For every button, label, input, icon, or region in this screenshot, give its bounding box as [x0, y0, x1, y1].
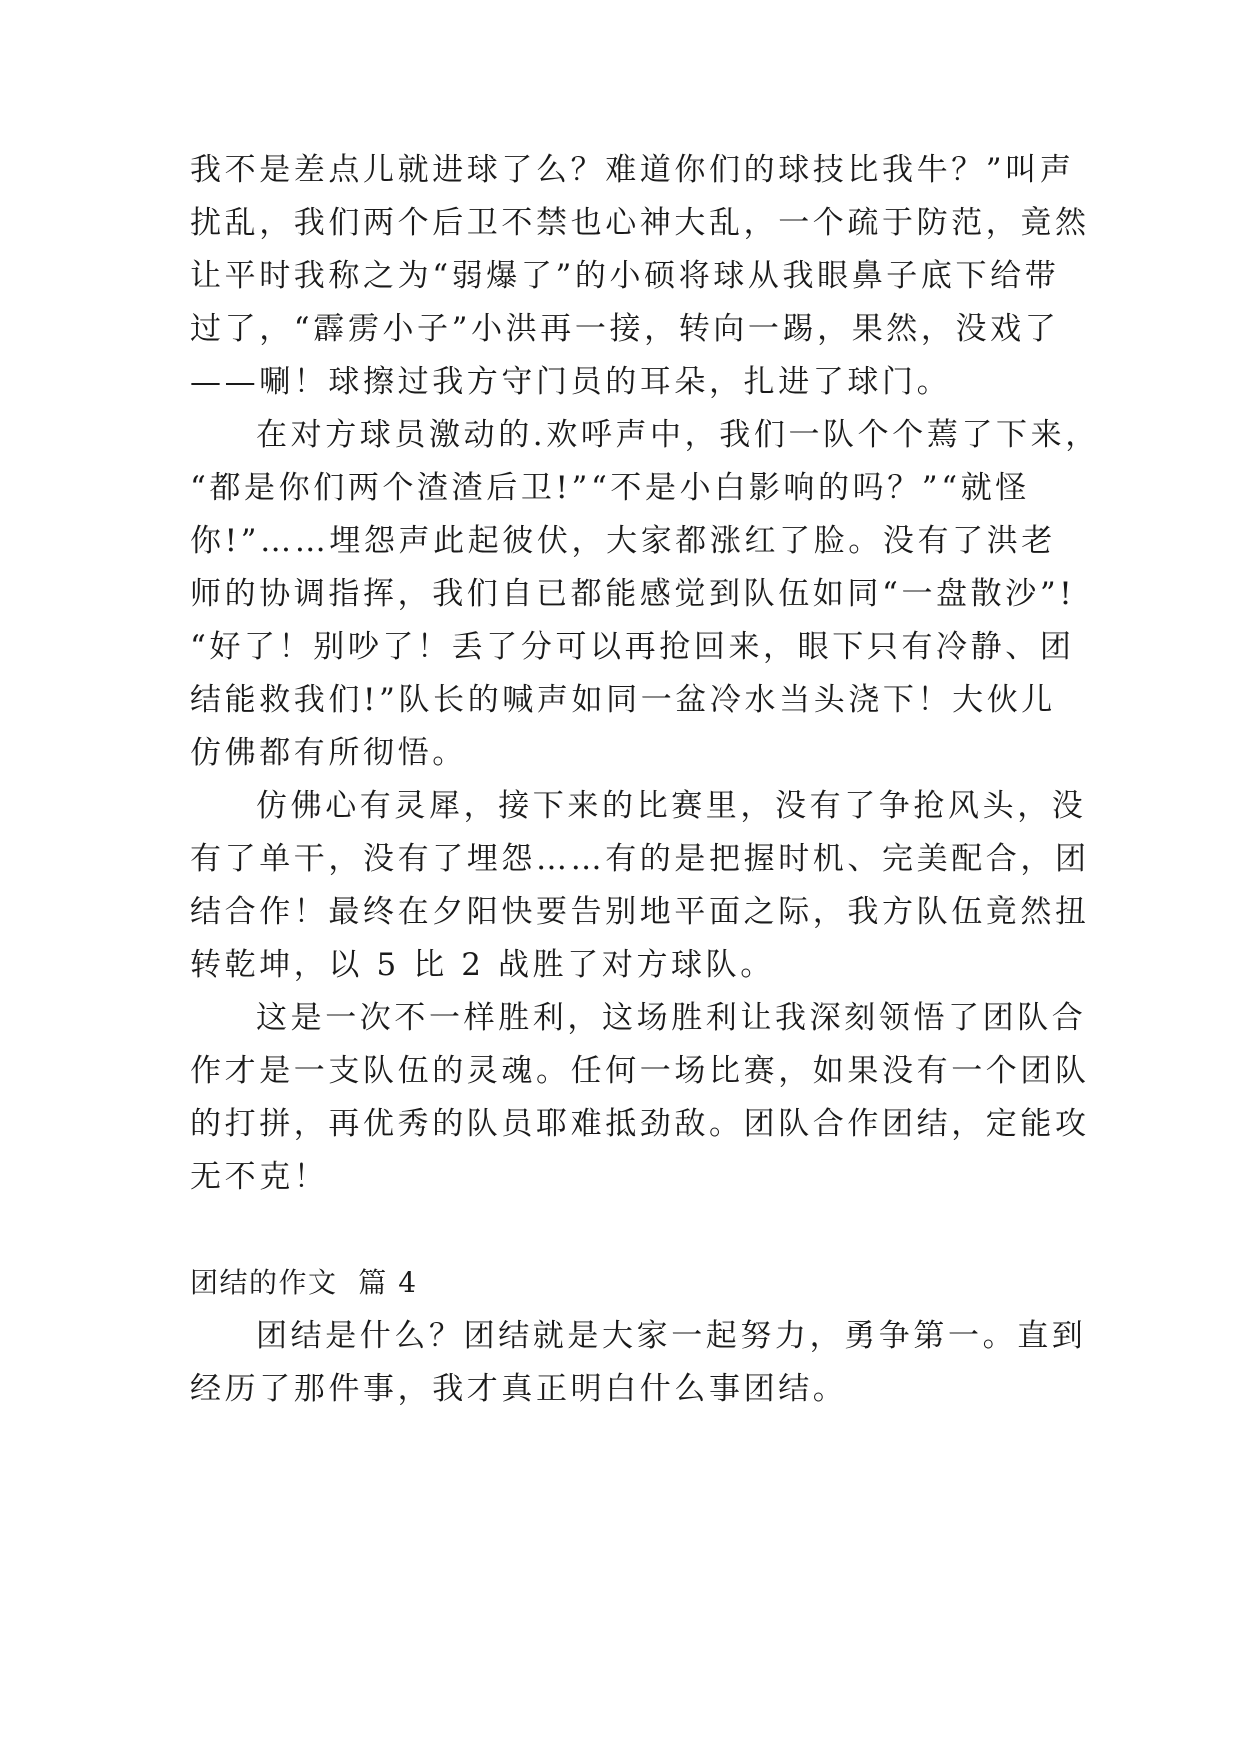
- text-line: 你!”……埋怨声此起彼伏，大家都涨红了脸。没有了洪老: [190, 523, 1056, 559]
- text-line: “都是你们两个渣渣后卫!”“不是小白影响的吗？”“就怪: [190, 470, 1030, 506]
- text-line: 师的协调指挥，我们自已都能感觉到队伍如同“一盘散沙”!: [190, 576, 1076, 612]
- text-line: 作才是一支队伍的灵魂。任何一场比赛，如果没有一个团队: [190, 1053, 1090, 1089]
- text-line: 这是一次不一样胜利，这场胜利让我深刻领悟了团队合: [256, 1000, 1087, 1036]
- text-line: “好了！别吵了！丢了分可以再抢回来，眼下只有冷静、团: [190, 629, 1075, 665]
- text-line: 无不克！: [190, 1159, 329, 1195]
- text-line: 经历了那件事，我才真正明白什么事团结。: [190, 1371, 848, 1407]
- text-line: 过了，“霹雳小子”小洪再一接，转向一踢，果然，没戏了: [190, 311, 1060, 347]
- text-line: 我不是差点儿就进球了么？难道你们的球技比我牛？”叫声: [190, 152, 1075, 188]
- text-line: 有了单干，没有了埋怨……有的是把握时机、完美配合，团: [190, 841, 1090, 877]
- text-line: ——唰！球擦过我方守门员的耳朵，扎进了球门。: [190, 364, 952, 400]
- text-line: 仿佛心有灵犀，接下来的比赛里，没有了争抢风头，没: [256, 788, 1087, 824]
- text-line: 扰乱，我们两个后卫不禁也心神大乱，一个疏于防范，竟然: [190, 205, 1090, 241]
- text-line: 在对方球员激动的.欢呼声中，我们一队个个蔫了下来，: [256, 417, 1100, 453]
- text-line: 转乾坤，以 5 比 2 战胜了对方球队。: [190, 947, 775, 983]
- text-line: 的打拼，再优秀的队员耶难抵劲敌。团队合作团结，定能攻: [190, 1106, 1090, 1142]
- text-line: 仿佛都有所彻悟。: [190, 735, 467, 771]
- text-line: 结能救我们!”队长的喊声如同一盆冷水当头浇下！大伙儿: [190, 682, 1056, 718]
- text-line: 结合作！最终在夕阳快要告别地平面之际，我方队伍竟然扭: [190, 894, 1090, 930]
- text-line: 团结是什么？团结就是大家一起努力，勇争第一。直到: [256, 1318, 1087, 1354]
- text-line: 让平时我称之为“弱爆了”的小硕将球从我眼鼻子底下给带: [190, 258, 1060, 294]
- section-heading: 团结的作文 篇 4: [190, 1266, 418, 1299]
